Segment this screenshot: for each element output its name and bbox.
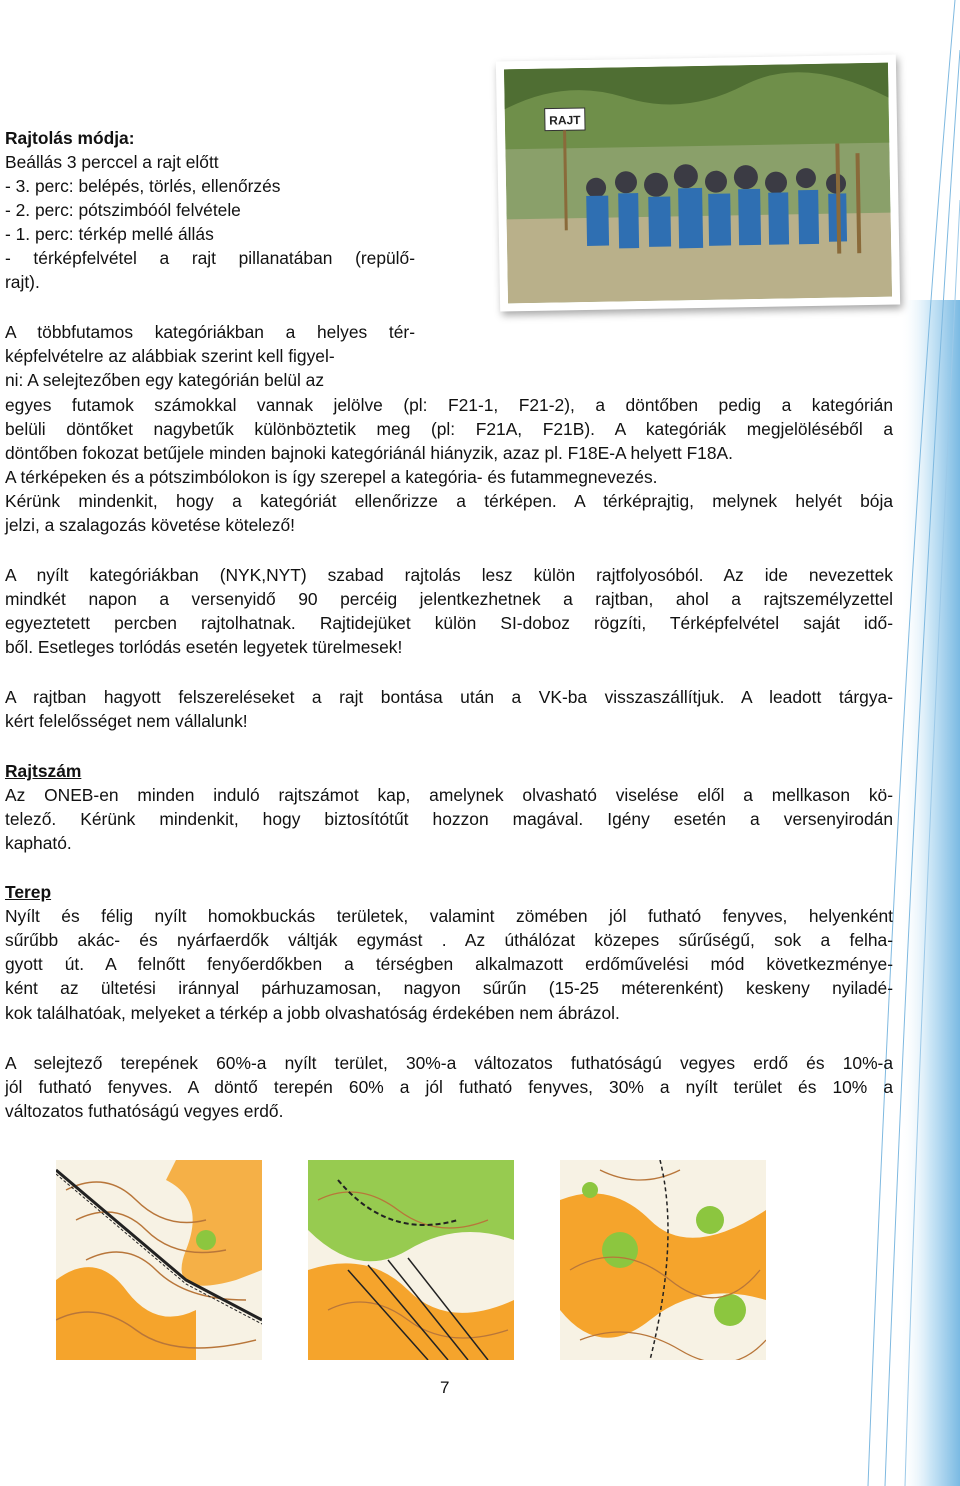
- map-sample-1: [56, 1160, 262, 1360]
- terrain-share-line: A selejtező terepének 60%-a nyílt terület, 30%-a változatos futhatóságú vegyes erdő és 10%-a: [5, 1053, 893, 1073]
- multi-race-line: képfelvételre az alábbiak szerint kell figyel-: [5, 346, 335, 366]
- equipment-line: A rajtban hagyott felszereléseket a rajt bontása után a VK-ba visszaszállítjuk. A leadott tárgya-: [5, 687, 893, 707]
- open-categories-line: mindkét napon a versenyidő 90 percéig jelentkezhetnek a rajtban, ahol a rajtszemélyzettel: [5, 589, 893, 609]
- terrain-line: gyott út. A felnőtt fenyőerdőkben a térségben alkalmazott erdőművelési mód következménye-: [5, 954, 893, 974]
- start-method-line: Beállás 3 perccel a rajt előtt: [5, 152, 219, 172]
- start-method-line: - 2. perc: pótszimbóól felvétele: [5, 200, 241, 220]
- equipment-line: kért felelősséget nem vállalunk!: [5, 711, 248, 731]
- terrain-line: ként az ültetési iránnyal párhuzamosan, nagyon sűrűn (15-25 méterenként) keskeny nyiladé-: [5, 978, 893, 998]
- bib-line: telező. Kérünk mindenkit, hogy biztosítótűt hozzon magával. Igény esetén a versenyirodán: [5, 809, 893, 829]
- bib-line: kapható.: [5, 833, 72, 853]
- multi-race-line: A térképeken és a pótszimbólokon is így szerepel a kategória- és futammegnevezés.: [5, 467, 658, 487]
- multi-race-line: jelzi, a szalagozás követése kötelező!: [5, 515, 296, 535]
- terrain-line: kok találhatóak, melyeket a térkép a jobb olvashatóság érdekében nem ábrázol.: [5, 1003, 620, 1023]
- start-method-line: rajt).: [5, 272, 40, 292]
- terrain-share-line: jól futható fenyves. A döntő terepén 60% a jól futható fenyves, 30% a nyílt terület és 10% a: [5, 1077, 893, 1097]
- open-categories-line: A nyílt kategóriákban (NYK,NYT) szabad rajtolás lesz külön rajtfolyosóból. Az ide nevezettek: [5, 565, 893, 585]
- multi-race-line: egyes futamok számokkal vannak jelölve (pl: F21-1, F21-2), a döntőben pedig a kategórián: [5, 395, 893, 415]
- terrain-share-line: változatos futhatóságú vegyes erdő.: [5, 1101, 284, 1121]
- page-number: 7: [440, 1378, 450, 1397]
- start-method-heading: Rajtolás módja:: [5, 128, 135, 148]
- multi-race-line: döntőben fokozat betűjele minden bajnoki kategóriánál hiányzik, azaz pl. F18E-A helyett F18A.: [5, 443, 733, 463]
- start-method-line: - 3. perc: belépés, törlés, ellenőrzés: [5, 176, 281, 196]
- multi-race-line: ni: A selejtezőben egy kategórián belül az: [5, 370, 325, 390]
- terrain-line: Nyílt és félig nyílt homokbuckás területek, valamint zömében jól futható fenyves, helyenként: [5, 906, 893, 926]
- multi-race-line: Kérünk mindenkit, hogy a kategóriát ellenőrizze a térképen. A térképrajtig, melynek helyét bója: [5, 491, 893, 511]
- bib-line: Az ONEB-en minden induló rajtszámot kap, amelynek olvasható viselése elől a mellkason kö-: [5, 785, 893, 805]
- terrain-heading: Terep: [5, 882, 52, 902]
- start-sign-text: RAJT: [549, 113, 581, 128]
- map-sample-3: [560, 1160, 766, 1360]
- start-method-line: - 1. perc: térkép mellé állás: [5, 224, 214, 244]
- open-categories-line: egyeztetett percben rajtolhatnak. Rajtidejüket külön SI-doboz rögzíti, Térképfelvétel saját idő-: [5, 613, 893, 633]
- multi-race-line: A többfutamos kategóriákban a helyes tér-: [5, 322, 415, 342]
- map-sample-2: [308, 1160, 514, 1360]
- multi-race-line: belüli döntőket nagybetűk különböztetik meg (pl: F21A, F21B). A kategóriák megjelöléséből a: [5, 419, 893, 439]
- open-categories-line: ből. Esetleges torlódás esetén legyetek türelmesek!: [5, 637, 403, 657]
- bib-heading: Rajtszám: [5, 761, 82, 781]
- start-method-line: - térképfelvétel a rajt pillanatában (repülő-: [5, 248, 415, 268]
- start-area-photo: [496, 55, 900, 312]
- terrain-line: sűrűbb akác- és nyárfaerdők váltják egymást . Az úthálózat közepes sűrűségű, sok a felha-: [5, 930, 893, 950]
